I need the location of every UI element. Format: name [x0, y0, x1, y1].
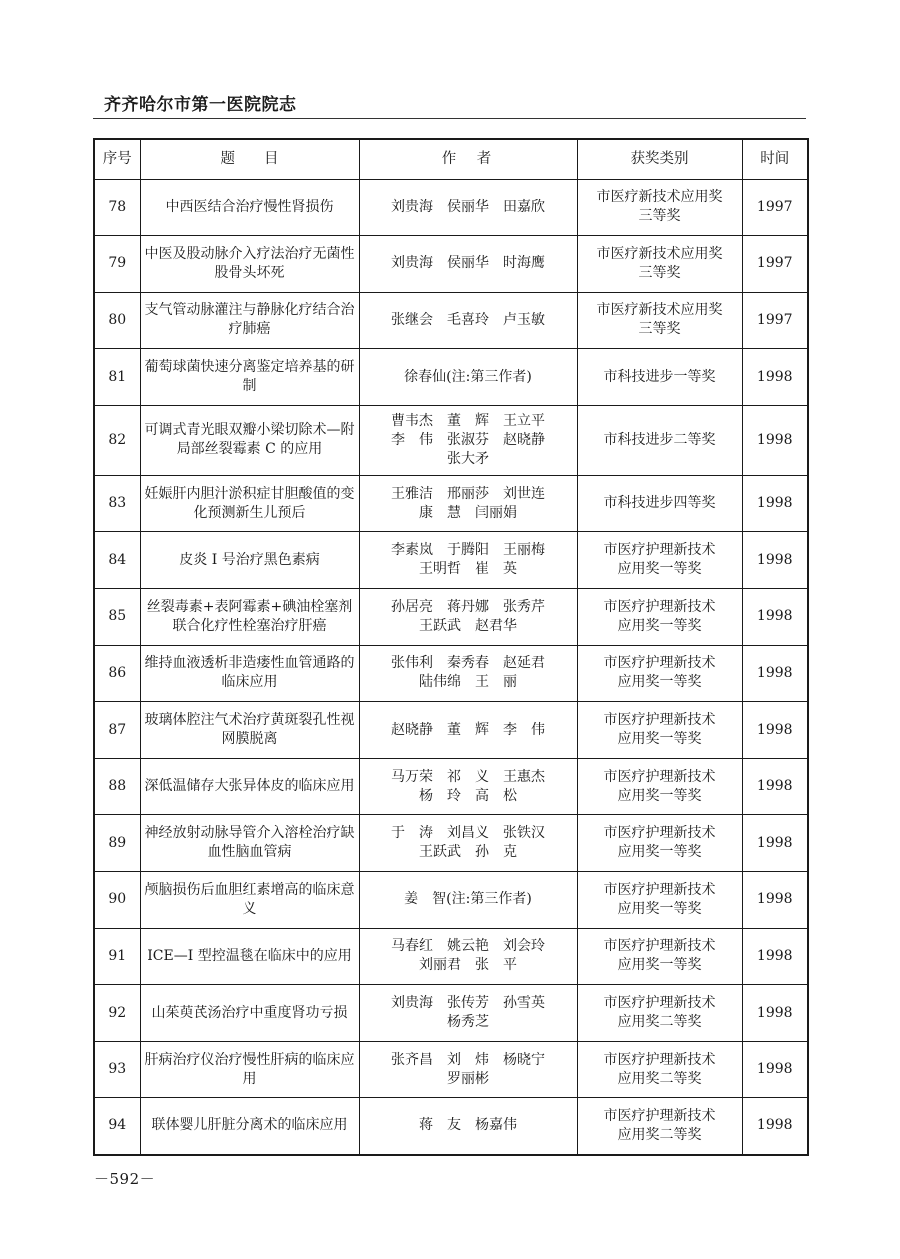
cell-year: 1998: [742, 475, 808, 532]
cell-year: 1998: [742, 349, 808, 406]
cell-year: 1998: [742, 872, 808, 929]
cell-title: 神经放射动脉导管介入溶栓治疗缺血性脑血管病: [140, 815, 359, 872]
table-row: [94, 405, 808, 475]
cell-award: 市科技进步二等奖: [577, 405, 742, 475]
cell-author: 赵晓静 董 辉 李 伟: [359, 702, 577, 759]
cell-no: 83: [94, 475, 140, 532]
cell-title: 可调式青光眼双瓣小梁切除术—附局部丝裂霉素 C 的应用: [140, 405, 359, 475]
cell-award: 市医疗护理新技术 应用奖二等奖: [577, 985, 742, 1042]
cell-author: 王雅洁 邢丽莎 刘世连 康 慧 闫丽娟: [359, 475, 577, 532]
table-row: [94, 1098, 808, 1155]
cell-author: 张齐昌 刘 炜 杨晓宁 罗丽彬: [359, 1041, 577, 1098]
cell-award: 市医疗护理新技术 应用奖一等奖: [577, 815, 742, 872]
cell-award: 市医疗新技术应用奖 三等奖: [577, 179, 742, 236]
cell-no: 93: [94, 1041, 140, 1098]
cell-year: 1997: [742, 179, 808, 236]
cell-title: 皮炎 I 号治疗黑色素病: [140, 532, 359, 589]
cell-year: 1998: [742, 405, 808, 475]
cell-year: 1997: [742, 236, 808, 293]
cell-award: 市医疗护理新技术 应用奖一等奖: [577, 872, 742, 929]
cell-award: 市医疗护理新技术 应用奖一等奖: [577, 758, 742, 815]
cell-author: 蒋 友 杨嘉伟: [359, 1098, 577, 1155]
cell-year: 1998: [742, 985, 808, 1042]
table-row: [94, 645, 808, 702]
page-number: －592－: [94, 1170, 156, 1188]
cell-award: 市医疗护理新技术 应用奖一等奖: [577, 532, 742, 589]
column-header-title: 题 目: [140, 139, 359, 179]
table-header-row: [94, 139, 808, 179]
cell-author: 曹韦杰 董 辉 王立平 李 伟 张淑芬 赵晓静 张大矛: [359, 405, 577, 475]
cell-author: 于 涛 刘昌义 张铁汉 王跃武 孙 克: [359, 815, 577, 872]
table-body: [94, 179, 808, 1155]
table-row: [94, 236, 808, 293]
cell-year: 1998: [742, 645, 808, 702]
cell-no: 91: [94, 928, 140, 985]
cell-award: 市医疗新技术应用奖 三等奖: [577, 292, 742, 349]
cell-title: 葡萄球菌快速分离鉴定培养基的研制: [140, 349, 359, 406]
cell-no: 87: [94, 702, 140, 759]
awards-table: [93, 138, 809, 1156]
column-header-author: 作 者: [359, 139, 577, 179]
cell-award: 市医疗护理新技术 应用奖一等奖: [577, 702, 742, 759]
cell-year: 1998: [742, 532, 808, 589]
cell-no: 86: [94, 645, 140, 702]
cell-author: 孙居亮 蒋丹娜 张秀芹 王跃武 赵君华: [359, 589, 577, 646]
cell-title: 中医及股动脉介入疗法治疗无菌性股骨头坏死: [140, 236, 359, 293]
cell-author: 姜 智(注:第三作者): [359, 872, 577, 929]
cell-year: 1998: [742, 815, 808, 872]
cell-title: 妊娠肝内胆汁淤积症甘胆酸值的变化预测新生儿预后: [140, 475, 359, 532]
column-header-year: 时间: [742, 139, 808, 179]
cell-award: 市医疗护理新技术 应用奖一等奖: [577, 928, 742, 985]
cell-author: 张继会 毛喜玲 卢玉敏: [359, 292, 577, 349]
table-row: [94, 292, 808, 349]
cell-title: 中西医结合治疗慢性肾损伤: [140, 179, 359, 236]
cell-award: 市医疗护理新技术 应用奖二等奖: [577, 1041, 742, 1098]
cell-title: 颅脑损伤后血胆红素增高的临床意义: [140, 872, 359, 929]
cell-award: 市医疗护理新技术 应用奖一等奖: [577, 645, 742, 702]
table-row: [94, 928, 808, 985]
cell-award: 市医疗护理新技术 应用奖一等奖: [577, 589, 742, 646]
table-row: [94, 758, 808, 815]
cell-title: 深低温储存大张异体皮的临床应用: [140, 758, 359, 815]
cell-title: 玻璃体腔注气术治疗黄斑裂孔性视网膜脱离: [140, 702, 359, 759]
cell-year: 1998: [742, 702, 808, 759]
cell-no: 94: [94, 1098, 140, 1155]
cell-author: 刘贵海 侯丽华 田嘉欣: [359, 179, 577, 236]
table-row: [94, 475, 808, 532]
table-row: [94, 872, 808, 929]
table-row: [94, 1041, 808, 1098]
cell-award: 市科技进步四等奖: [577, 475, 742, 532]
table-row: [94, 349, 808, 406]
column-header-no: 序号: [94, 139, 140, 179]
cell-title: 联体婴儿肝脏分离术的临床应用: [140, 1098, 359, 1155]
cell-year: 1997: [742, 292, 808, 349]
cell-year: 1998: [742, 1098, 808, 1155]
cell-no: 81: [94, 349, 140, 406]
column-header-award: 获奖类别: [577, 139, 742, 179]
cell-no: 79: [94, 236, 140, 293]
cell-title: 维持血液透析非造瘘性血管通路的临床应用: [140, 645, 359, 702]
cell-no: 82: [94, 405, 140, 475]
cell-no: 89: [94, 815, 140, 872]
table-row: [94, 589, 808, 646]
cell-author: 刘贵海 侯丽华 时海鹰: [359, 236, 577, 293]
table-row: [94, 532, 808, 589]
cell-title: 支气管动脉灌注与静脉化疗结合治疗肺癌: [140, 292, 359, 349]
cell-year: 1998: [742, 928, 808, 985]
cell-award: 市科技进步一等奖: [577, 349, 742, 406]
page-header-title: 齐齐哈尔市第一医院院志: [104, 95, 297, 115]
cell-author: 马万荣 祁 义 王惠杰 杨 玲 高 松: [359, 758, 577, 815]
cell-award: 市医疗新技术应用奖 三等奖: [577, 236, 742, 293]
cell-no: 90: [94, 872, 140, 929]
cell-no: 85: [94, 589, 140, 646]
cell-author: 张伟利 秦秀春 赵延君 陆伟绵 王 丽: [359, 645, 577, 702]
cell-year: 1998: [742, 758, 808, 815]
cell-author: 李素岚 于腾阳 王丽梅 王明哲 崔 英: [359, 532, 577, 589]
cell-award: 市医疗护理新技术 应用奖二等奖: [577, 1098, 742, 1155]
cell-title: 丝裂毒素+表阿霉素+碘油栓塞剂联合化疗性栓塞治疗肝癌: [140, 589, 359, 646]
cell-year: 1998: [742, 1041, 808, 1098]
cell-author: 马春红 姚云艳 刘会玲 刘丽君 张 平: [359, 928, 577, 985]
table-row: [94, 702, 808, 759]
table-row: [94, 815, 808, 872]
cell-no: 84: [94, 532, 140, 589]
cell-no: 88: [94, 758, 140, 815]
cell-no: 78: [94, 179, 140, 236]
cell-title: 肝病治疗仪治疗慢性肝病的临床应用: [140, 1041, 359, 1098]
table-row: [94, 179, 808, 236]
cell-title: 山茱萸芪汤治疗中重度肾功亏损: [140, 985, 359, 1042]
cell-year: 1998: [742, 589, 808, 646]
cell-no: 92: [94, 985, 140, 1042]
cell-no: 80: [94, 292, 140, 349]
cell-title: ICE—I 型控温毯在临床中的应用: [140, 928, 359, 985]
table-row: [94, 985, 808, 1042]
header-divider: [93, 118, 806, 119]
cell-author: 徐春仙(注:第三作者): [359, 349, 577, 406]
cell-author: 刘贵海 张传芳 孙雪英 杨秀芝: [359, 985, 577, 1042]
